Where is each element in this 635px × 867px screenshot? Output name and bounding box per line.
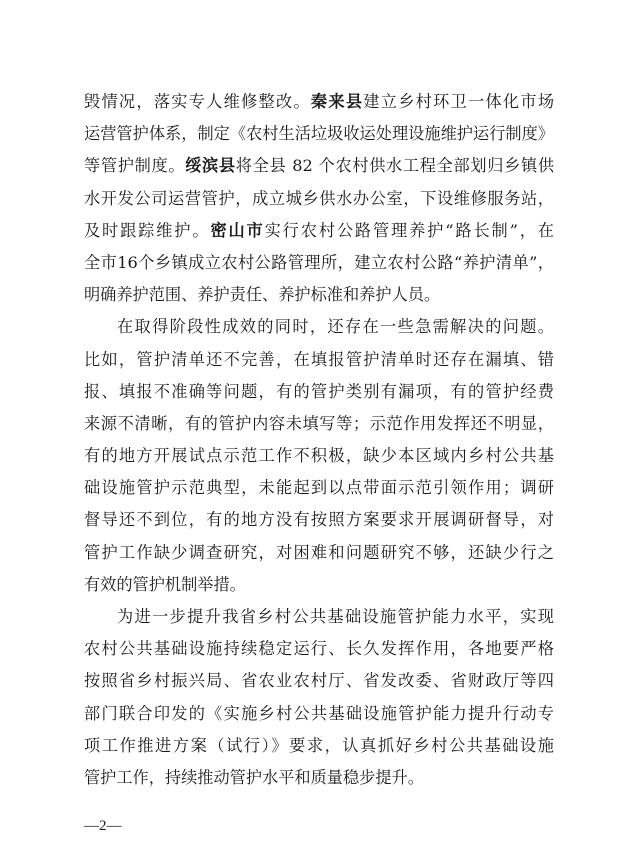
text-line: 为进一步提升我省乡村公共基础设施管护能力水平，实现 bbox=[117, 607, 554, 626]
text-line bbox=[84, 215, 554, 247]
text-line: 运营管护体系，制定《农村生活垃圾收运处理设施维护运行制度》 bbox=[84, 124, 554, 144]
text-run: 实行农村公路管理养护“路长制”，在 bbox=[264, 220, 554, 240]
text-line: 农村公共基础设施持续稳定运行、长久发挥作用，各地要严格 bbox=[84, 639, 554, 659]
paragraph-2 bbox=[84, 311, 554, 601]
text-line: 在取得阶段性成效的同时，还存在一些急需解决的问题。 bbox=[117, 317, 554, 337]
document-body bbox=[84, 86, 554, 794]
text-line: 水开发公司运营管护，成立城乡供水办公室，下设维修服务站， bbox=[84, 188, 554, 208]
text-line: 有的地方开展试点示范工作不积极，缺少本区域内乡村公共基 bbox=[84, 446, 554, 466]
text-line: 项工作推进方案（试行）》要求，认真抓好乡村公共基础设施 bbox=[84, 735, 554, 755]
text-line: 按照省乡村振兴局、省农业农村厅、省发改委、省财政厅等四 bbox=[84, 671, 554, 691]
text-run: 毁情况，落实专人维修整改。 bbox=[84, 92, 311, 111]
text-run: 等管护制度。 bbox=[84, 156, 186, 176]
text-run: 建立乡村环卫一体化市场 bbox=[363, 92, 554, 111]
county-name-suibin: 绥滨县 bbox=[185, 156, 236, 176]
text-line: 有效的管护机制举措。 bbox=[84, 574, 246, 594]
text-line: 督导还不到位，有的地方没有按照方案要求开展调研督导，对 bbox=[84, 510, 554, 530]
text-line: 部门联合印发的《实施乡村公共基础设施管护能力提升行动专 bbox=[84, 703, 554, 723]
text-line: 来源不清晰，有的管护内容未填写等；示范作用发挥还不明显， bbox=[84, 413, 554, 433]
paragraph-1 bbox=[84, 86, 554, 311]
text-line: 全市16个乡镇成立农村公路管理所，建立农村公路“养护清单”， bbox=[84, 252, 554, 272]
text-line: 明确养护范围、养护责任、养护标准和养护人员。 bbox=[84, 285, 441, 305]
text-run: 及时跟踪维护。 bbox=[84, 220, 211, 240]
text-line: 管护工作，持续推动管护水平和质量稳步提升。 bbox=[84, 767, 424, 787]
paragraph-3 bbox=[84, 601, 554, 794]
text-line: 管护工作缺少调查研究，对困难和问题研究不够，还缺少行之 bbox=[84, 542, 554, 562]
text-line bbox=[84, 86, 554, 118]
text-run: 将全县 82 个农村供水工程全部划归乡镇供 bbox=[235, 156, 554, 176]
county-name-qinlai: 秦来县 bbox=[310, 92, 364, 111]
text-line: 比如，管护清单还不完善，在填报管护清单时还存在漏填、错 bbox=[84, 349, 554, 369]
page-number: —2— bbox=[84, 818, 122, 834]
text-line bbox=[84, 150, 554, 182]
text-line: 础设施管护示范典型，未能起到以点带面示范引领作用；调研 bbox=[84, 478, 554, 498]
city-name-mishan: 密山市 bbox=[210, 220, 265, 240]
text-line: 报、填报不准确等问题，有的管护类别有漏项，有的管护经费 bbox=[84, 381, 554, 401]
